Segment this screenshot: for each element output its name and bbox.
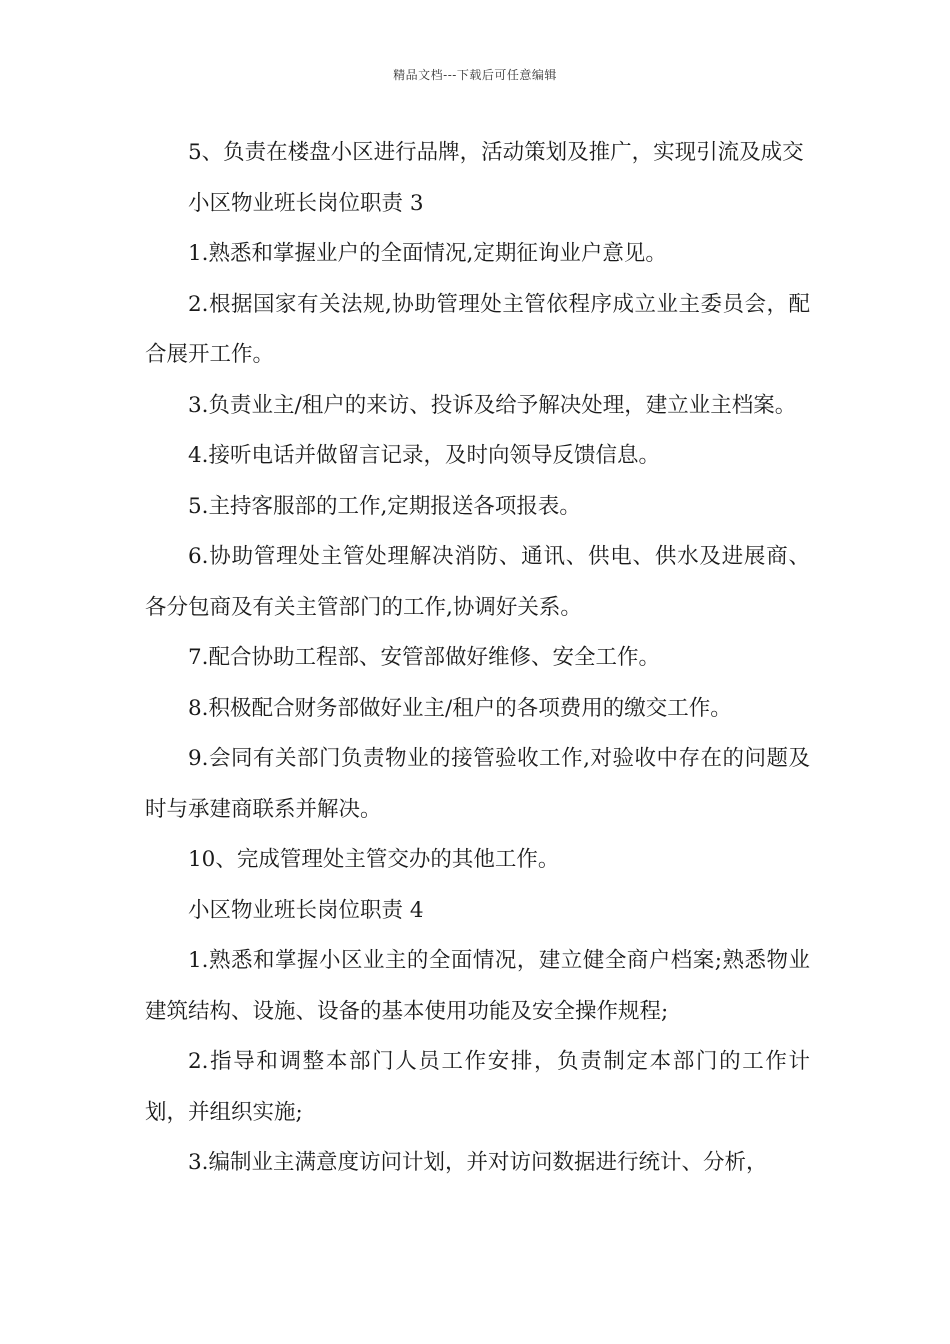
page-header: 精品文档---下载后可任意编辑 [393, 68, 557, 82]
paragraph-duty-5: 5.主持客服部的工作,定期报送各项报表。 [188, 493, 581, 519]
paragraph-s4-duty-2: 2.指导和调整本部门人员工作安排，负责制定本部门的工作计划，并组织实施; [145, 1049, 810, 1125]
paragraph-s4-duty-1: 1.熟悉和掌握小区业主的全面情况，建立健全商户档案;熟悉物业建筑结构、设施、设备的基本使用功能及安全操作规程; [145, 948, 810, 1024]
paragraph-duty-9: 9.会同有关部门负责物业的接管验收工作,对验收中存在的问题及时与承建商联系并解决。 [145, 746, 810, 822]
section-heading-4: 小区物业班长岗位职责 4 [188, 897, 424, 923]
paragraph-item-5-marketing: 5、负责在楼盘小区进行品牌，活动策划及推广，实现引流及成交 [188, 140, 804, 165]
paragraph-duty-1: 1.熟悉和掌握业户的全面情况,定期征询业户意见。 [188, 241, 667, 266]
paragraph-duty-8: 8.积极配合财务部做好业主/租户的各项费用的缴交工作。 [188, 695, 732, 721]
paragraph-duty-6: 6.协助管理处主管处理解决消防、通讯、供电、供水及进展商、各分包商及有关主管部门的工作,协调好关系。 [145, 544, 810, 620]
section-heading-3: 小区物业班长岗位职责 3 [188, 190, 424, 216]
paragraph-duty-2: 2.根据国家有关法规,协助管理处主管依程序成立业主委员会，配合展开工作。 [145, 291, 810, 367]
document-body [145, 128, 810, 1189]
paragraph-duty-4: 4.接听电话并做留言记录，及时向领导反馈信息。 [188, 443, 661, 468]
paragraph-duty-3: 3.负责业主/租户的来访、投诉及给予解决处理，建立业主档案。 [188, 392, 797, 418]
paragraph-duty-7: 7.配合协助工程部、安管部做好维修、安全工作。 [188, 645, 661, 670]
paragraph-duty-10: 10、完成管理处主管交办的其他工作。 [188, 847, 560, 872]
paragraph-s4-duty-3: 3.编制业主满意度访问计划，并对访问数据进行统计、分析， [188, 1150, 768, 1175]
